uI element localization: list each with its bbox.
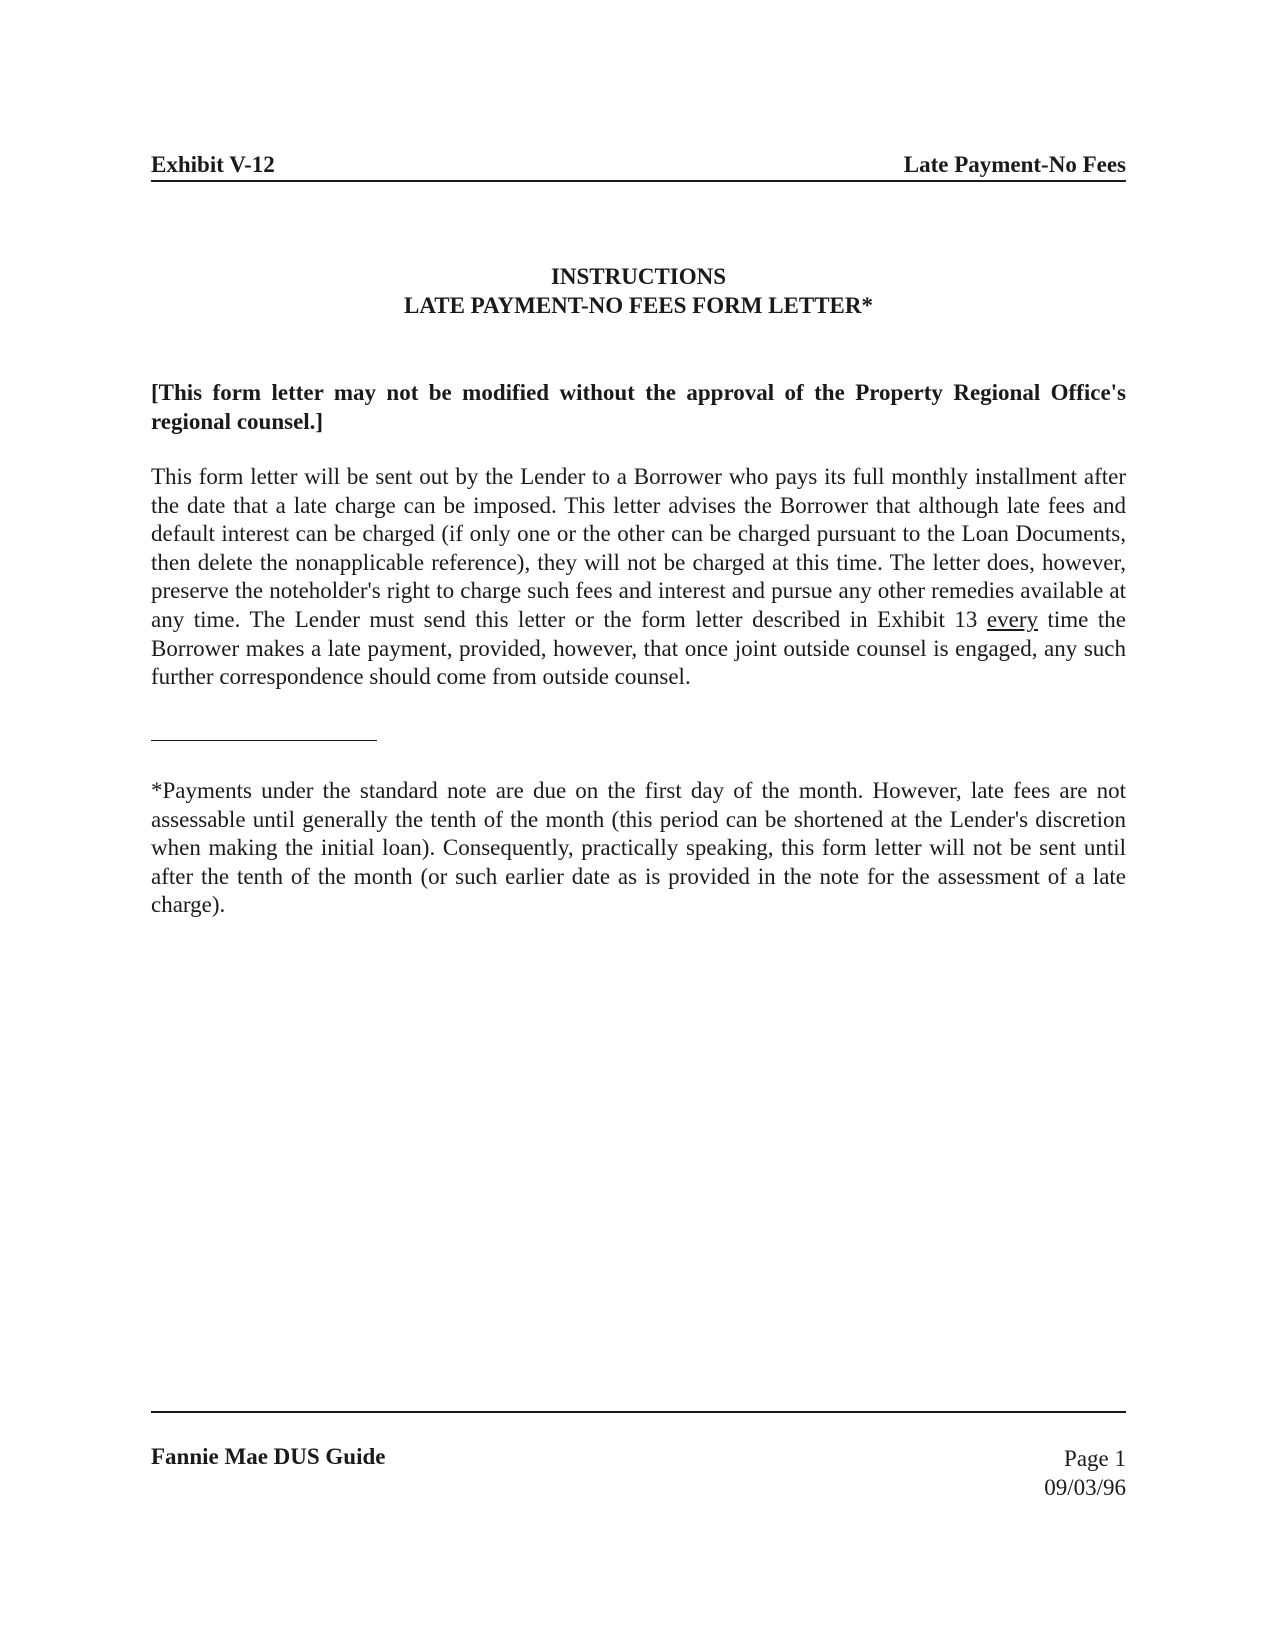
footer-divider	[151, 1411, 1126, 1413]
instructions-paragraph	[151, 463, 1126, 692]
footnote: *Payments under the standard note are due on the first day of the month. However, late fees are not assessable until generally the tenth of the month (this period can be shortened at the Lender's discretion when making the initial loan). Consequently, practically speaking, this form letter will not be sent until after the tenth of the month (or such earlier date as is provided in the note for the assessment of a late charge).	[151, 778, 1126, 918]
footer-guide-name: Fannie Mae DUS Guide	[151, 1444, 386, 1469]
paragraph-text-part-2: time the Borrower makes a late payment, provided, however, that once joint outside counsel is engaged, any such further correspondence should come from outside counsel.	[151, 606, 1126, 690]
modification-notice: [This form letter may not be modified without the approval of the Property Regional Office's regional counsel.]	[151, 380, 1126, 434]
exhibit-title: Late Payment-No Fees	[903, 152, 1126, 177]
paragraph-text-part-1: This form letter will be sent out by the Lender to a Borrower who pays its full monthly installment after the date that a late charge can be imposed. This letter advises the Borrower that although late fees and default interest can be charged (if only one or the other can be charged pursuant to the Loan Documents, then delete the nonapplicable reference), they will not be charged at this time. The letter does, however, preserve the noteholder's right to charge such fees and interest and pursue any other remedies available at any time. The Lender must send this letter or the form letter described in Exhibit 13	[151, 464, 1126, 632]
page-number: Page 1	[1064, 1446, 1126, 1471]
revision-date: 09/03/96	[1044, 1475, 1126, 1500]
page-header	[151, 148, 1126, 182]
footnote-separator	[151, 740, 377, 741]
exhibit-label: Exhibit V-12	[151, 152, 275, 177]
footer-page-info	[900, 1444, 1126, 1502]
document-title	[151, 262, 1126, 320]
emphasized-word: every	[986, 606, 1038, 632]
title-line-2: LATE PAYMENT-NO FEES FORM LETTER*	[403, 293, 874, 318]
title-line-1: INSTRUCTIONS	[550, 264, 727, 289]
